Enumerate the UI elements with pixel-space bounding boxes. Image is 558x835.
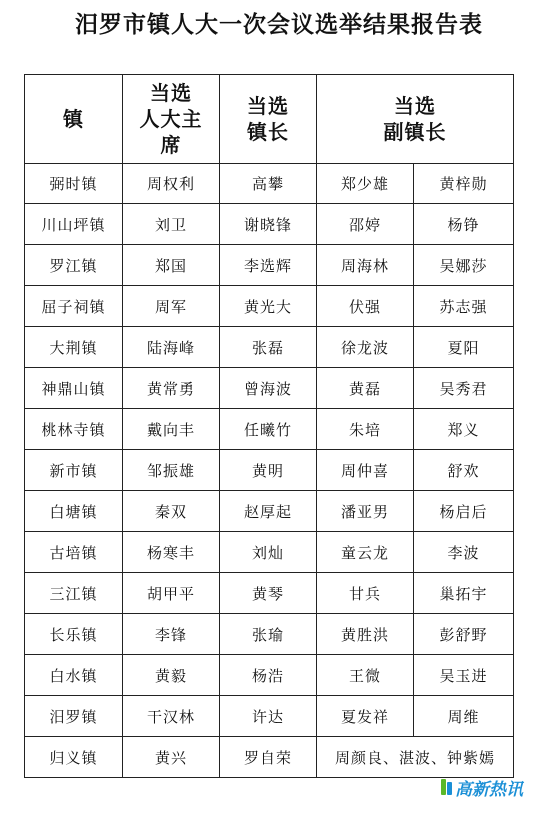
cell-mayor: 张瑜 [220,614,317,655]
cell-vice-mayor-1: 郑少雄 [317,164,414,204]
table-row [25,655,514,696]
cell-vice-mayor-1: 黄磊 [317,368,414,409]
cell-mayor: 曾海波 [220,368,317,409]
cell-town: 川山坪镇 [25,204,123,245]
cell-vice-mayor-merged: 周颜良、湛波、钟紫嫣 [317,737,514,778]
cell-chairman: 邹振雄 [123,450,220,491]
table-row [25,204,514,245]
header-chairman-line-3: 席 [160,133,182,157]
page-title: 汨罗市镇人大一次会议选举结果报告表 [75,11,483,38]
cell-vice-mayor-1: 甘兵 [317,573,414,614]
table-row [25,327,514,368]
cell-town: 大荆镇 [25,327,123,368]
cell-chairman: 杨寒丰 [123,532,220,573]
cell-vice-mayor-2: 杨铮 [414,204,514,245]
cell-mayor: 黄光大 [220,286,317,327]
cell-vice-mayor-2: 吴秀君 [414,368,514,409]
header-chairman [123,75,220,164]
table-row [25,409,514,450]
cell-chairman: 秦双 [123,491,220,532]
election-results-table [24,74,514,778]
header-mayor-line-1: 当选 [247,94,289,118]
cell-vice-mayor-2: 黄梓勋 [414,164,514,204]
cell-mayor: 谢晓锋 [220,204,317,245]
header-vice-mayor [317,75,514,164]
watermark-text: 高新热讯 [455,779,523,800]
header-town [25,75,123,164]
cell-vice-mayor-1: 潘亚男 [317,491,414,532]
table-header-row [25,75,514,164]
header-chairman-line-2: 人大主 [139,107,203,131]
table-row [25,573,514,614]
cell-chairman: 李锋 [123,614,220,655]
cell-vice-mayor-2: 彭舒野 [414,614,514,655]
cell-chairman: 陆海峰 [123,327,220,368]
cell-chairman: 干汉林 [123,696,220,737]
header-mayor [220,75,317,164]
cell-vice-mayor-1: 邵婷 [317,204,414,245]
table-row [25,532,514,573]
cell-mayor: 赵厚起 [220,491,317,532]
cell-town: 古培镇 [25,532,123,573]
cell-vice-mayor-1: 黄胜洪 [317,614,414,655]
table-row [25,696,514,737]
logo-icon [440,778,454,796]
cell-chairman: 胡甲平 [123,573,220,614]
cell-vice-mayor-1: 朱培 [317,409,414,450]
cell-vice-mayor-2: 郑义 [414,409,514,450]
cell-mayor: 张磊 [220,327,317,368]
cell-chairman: 周权利 [123,164,220,204]
cell-mayor: 黄琴 [220,573,317,614]
cell-mayor: 任曦竹 [220,409,317,450]
watermark-logo [440,776,523,798]
cell-chairman: 周军 [123,286,220,327]
cell-town: 白塘镇 [25,491,123,532]
cell-chairman: 黄毅 [123,655,220,696]
cell-vice-mayor-1: 夏发祥 [317,696,414,737]
cell-town: 神鼎山镇 [25,368,123,409]
cell-town: 汨罗镇 [25,696,123,737]
cell-town: 屈子祠镇 [25,286,123,327]
cell-vice-mayor-2: 吴玉进 [414,655,514,696]
cell-vice-mayor-1: 王微 [317,655,414,696]
cell-mayor: 许达 [220,696,317,737]
cell-chairman: 黄兴 [123,737,220,778]
cell-vice-mayor-2: 吴娜莎 [414,245,514,286]
table-row [25,368,514,409]
cell-chairman: 郑国 [123,245,220,286]
cell-town: 归义镇 [25,737,123,778]
table-row [25,491,514,532]
cell-vice-mayor-2: 巢拓宇 [414,573,514,614]
cell-mayor: 杨浩 [220,655,317,696]
cell-town: 三江镇 [25,573,123,614]
header-town-label: 镇 [63,107,84,131]
cell-vice-mayor-2: 舒欢 [414,450,514,491]
cell-vice-mayor-1: 周海林 [317,245,414,286]
table-row [25,164,514,204]
cell-town: 罗江镇 [25,245,123,286]
cell-vice-mayor-1: 童云龙 [317,532,414,573]
cell-vice-mayor-2: 杨启后 [414,491,514,532]
header-mayor-line-2: 镇长 [247,120,289,144]
cell-town: 新市镇 [25,450,123,491]
cell-vice-mayor-2: 夏阳 [414,327,514,368]
cell-vice-mayor-1: 周仲喜 [317,450,414,491]
table-row [25,737,514,778]
cell-mayor: 高攀 [220,164,317,204]
cell-vice-mayor-1: 徐龙波 [317,327,414,368]
cell-town: 弼时镇 [25,164,123,204]
cell-chairman: 黄常勇 [123,368,220,409]
header-vice-mayor-line-1: 当选 [394,94,436,118]
cell-vice-mayor-2: 李波 [414,532,514,573]
table-row [25,614,514,655]
cell-chairman: 刘卫 [123,204,220,245]
table-row [25,450,514,491]
cell-mayor: 刘灿 [220,532,317,573]
cell-town: 长乐镇 [25,614,123,655]
table-row [25,286,514,327]
cell-mayor: 李选辉 [220,245,317,286]
cell-town: 桃林寺镇 [25,409,123,450]
table-row [25,245,514,286]
cell-vice-mayor-2: 苏志强 [414,286,514,327]
cell-mayor: 黄明 [220,450,317,491]
header-vice-mayor-line-2: 副镇长 [383,120,447,144]
cell-chairman: 戴向丰 [123,409,220,450]
cell-town: 白水镇 [25,655,123,696]
header-chairman-line-1: 当选 [150,81,192,105]
cell-vice-mayor-1: 伏强 [317,286,414,327]
cell-mayor: 罗自荣 [220,737,317,778]
cell-vice-mayor-2: 周维 [414,696,514,737]
